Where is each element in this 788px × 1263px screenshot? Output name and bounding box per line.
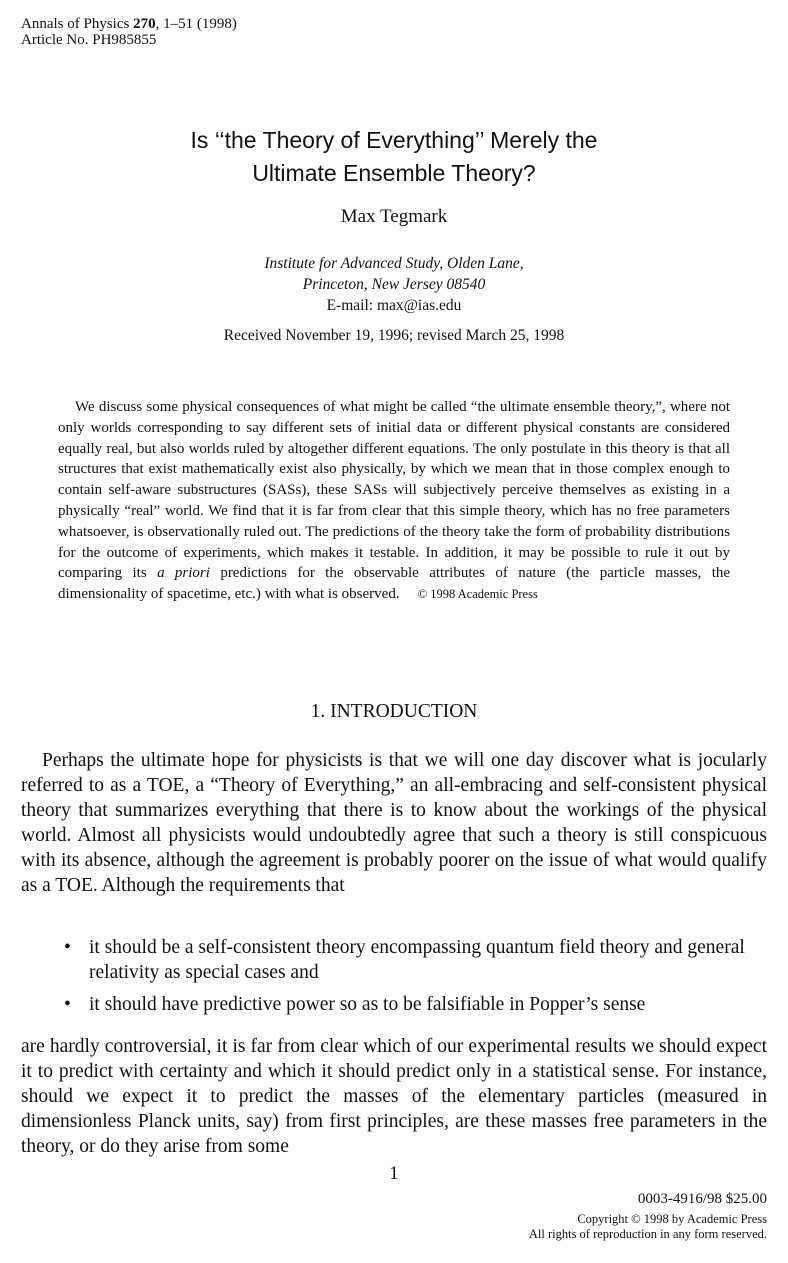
article-number: Article No. PH985855 (21, 32, 157, 48)
email-address: E-mail: max@ias.edu (326, 297, 462, 314)
journal-citation (21, 16, 237, 48)
abstract-italic-term: a priori (157, 565, 210, 582)
bullet-icon: • (64, 994, 71, 1015)
journal-name: Annals of Physics (21, 16, 130, 32)
section-heading: 1. INTRODUCTION (310, 701, 478, 722)
list-item-text: it should be a self-consistent theory encompassing quantum field theory and general relativity as special cases and (89, 937, 745, 983)
city-address: Princeton, New Jersey 08540 (302, 276, 486, 293)
affiliation-line-1: Institute for Advanced Study, Olden Lane, (264, 255, 524, 272)
author-name: Max Tegmark (340, 206, 448, 227)
abstract (58, 397, 730, 605)
paragraph-2: are hardly controversial, it is far from clear which of our experimental results we should expect it to predict with certainty and which it should predict only in a statistical sense. For instance, should we expect it to predict the masses of the elementary particles (measured in dimensionless Planck units, say) from first principles, are these masses free parameters in the theory, or do they arise from some (21, 1036, 767, 1157)
journal-pages: , 1–51 (1998) (155, 16, 237, 32)
page-footer (529, 1190, 767, 1242)
bullet-icon: • (64, 937, 71, 958)
requirements-list (64, 935, 767, 1024)
paragraph-1: Perhaps the ultimate hope for physicists is that we will one day discover what is jocularly referred to as a TOE, a “Theory of Everything,” an all-embracing and self-consistent physical theory that summarizes everything that there is to know about the workings of the physical world. Almost all physicists would undoubtedly agree that such a theory is still conspicuous with its absence, although the agreement is probably poorer on the issue of what would qualify as a TOE. Although the requirements that (21, 750, 767, 896)
abstract-copyright: © 1998 Academic Press (417, 587, 538, 602)
affiliation (0, 253, 788, 316)
journal-volume: 270 (133, 16, 156, 32)
page-number: 1 (389, 1163, 399, 1184)
footer-copyright: Copyright © 1998 by Academic Press (577, 1212, 767, 1226)
list-item-text: it should have predictive power so as to be falsifiable in Popper’s sense (89, 994, 646, 1015)
paper-title (0, 124, 788, 190)
received-dates: Received November 19, 1996; revised March 25, 1998 (223, 327, 565, 344)
list-item (64, 935, 767, 985)
institute-name: Institute for Advanced Study (264, 255, 440, 272)
title-line-1: Is ‘‘the Theory of Everything’’ Merely the (190, 127, 598, 153)
issn-price: 0003-4916/98 $25.00 (637, 1191, 767, 1207)
journal-line (21, 16, 237, 32)
title-line-2: Ultimate Ensemble Theory? (252, 160, 536, 186)
abstract-text-part-1: We discuss some physical consequences of what might be called “the ultimate ensemble theory,”, where not only worlds corresponding to say different sets of initial data or different physical constants are considered equally real, but also worlds ruled by altogether different equations. The only postulate in this theory is that all structures that exist mathematically exist also physically, by which we mean that in those complex enough to contain self-aware substructures (SASs), these SASs will subjectively perceive themselves as existing in a physically “real” world. We find that it is far from clear that this simple theory, which has no free parameters whatsoever, is observationally ruled out. The predictions of the theory take the form of probability distributions for the outcome of experiments, which makes it testable. In addition, it may be possible to rule it out by comparing its (58, 399, 730, 582)
street-address: Olden Lane, (447, 255, 524, 272)
list-item (64, 992, 767, 1017)
abstract-text-part-2: predictions for the observable attributes of nature (the particle masses, the dimensionality of spacetime, etc.) with what is observed. (58, 565, 731, 603)
footer-rights: All rights of reproduction in any form reserved. (528, 1227, 767, 1241)
